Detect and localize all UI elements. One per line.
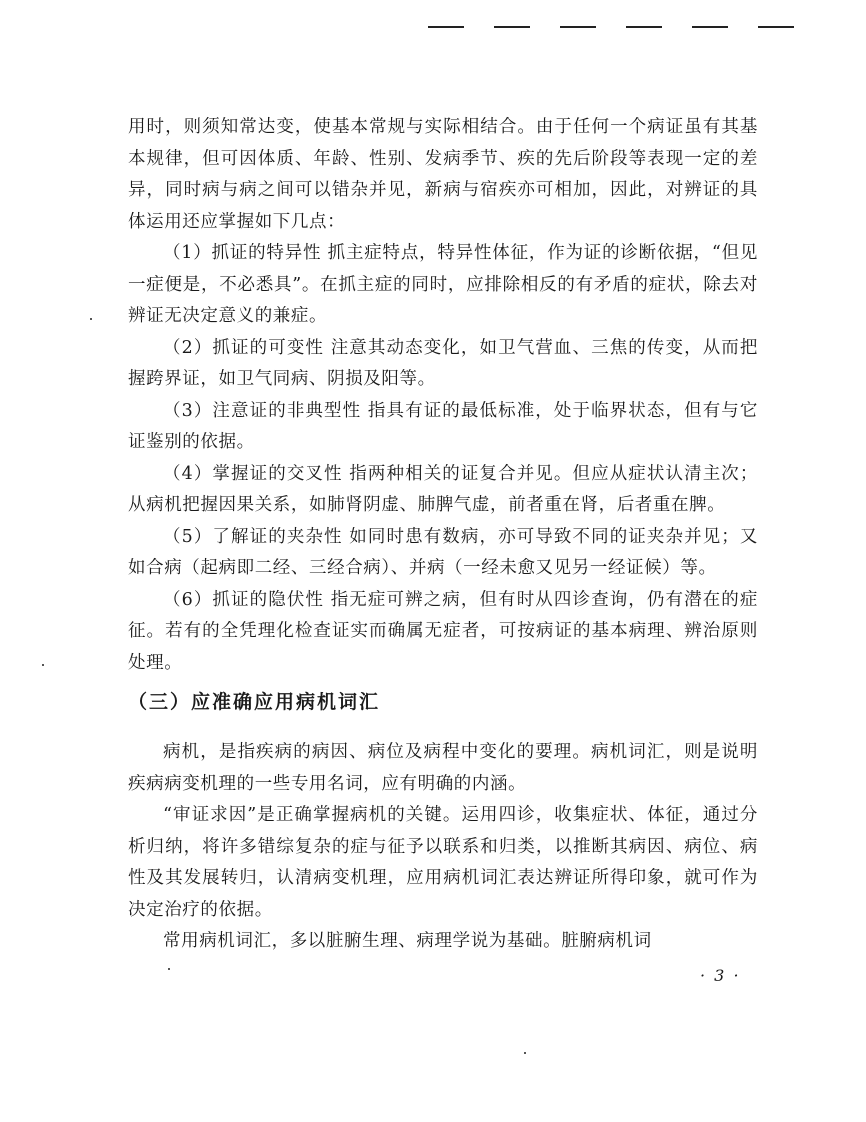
dash-mark (560, 26, 596, 28)
dash-mark (692, 26, 728, 28)
paragraph-point-5: （5）了解证的夹杂性 如同时患有数病，亦可导致不同的证夹杂并见；又如合病（起病即二经、三经合病）、并病（一经未愈又见另一经证候）等。 (128, 526, 758, 578)
paragraph-point-4: （4）掌握证的交叉性 指两种相关的证复合并见。但应从症状认清主次；从病机把握因果关系，如肺肾阴虚、肺脾气虚，前者重在肾，后者重在脾。 (128, 463, 758, 515)
scan-speck (168, 968, 170, 970)
page-number: · 3 · (700, 966, 741, 985)
dash-mark (494, 26, 530, 28)
scan-speck (90, 318, 92, 320)
paragraph-point-2: （2）抓证的可变性 注意其动态变化，如卫气营血、三焦的传变，从而把握跨界证，如卫气同病、阴损及阳等。 (128, 337, 758, 389)
paragraph-common-terms: 常用病机词汇，多以脏腑生理、病理学说为基础。脏腑病机词 (163, 931, 652, 951)
paragraph-pathogenesis-definition: 病机，是指疾病的病因、病位及病程中变化的要理。病机词汇，则是说明疾病病变机理的一些专用名词，应有明确的内涵。 (128, 742, 758, 794)
paragraph-pathogenesis-key: “审证求因”是正确掌握病机的关键。运用四诊，收集症状、体征，通过分析归纳，将许多错综复杂的症与征予以联系和归类，以推断其病因、病位、病性及其发展转归，认清病变机理，应用病机词汇表达辨证所得印象，就可作为决定治疗的依据。 (128, 805, 758, 920)
scan-speck (524, 1052, 526, 1054)
section-heading: （三）应准确应用病机词汇 (128, 691, 381, 713)
dash-mark (428, 26, 464, 28)
top-dash-line (428, 26, 828, 30)
paragraph-point-3: （3）注意证的非典型性 指具有证的最低标准，处于临界状态，但有与它证鉴别的依据。 (128, 400, 758, 452)
paragraph-intro: 用时，则须知常达变，使基本常规与实际相结合。由于任何一个病证虽有其基本规律，但可因体质、年龄、性别、发病季节、疾的先后阶段等表现一定的差异，同时病与病之间可以错杂并见，新病与宿疾亦可相加，因此，对辨证的具体运用还应掌握如下几点： (128, 117, 758, 232)
page-body (128, 112, 758, 958)
scan-speck (42, 664, 44, 666)
paragraph-point-1: （1）抓证的特异性 抓主症特点，特异性体征，作为证的诊断依据，“但见一症便是，不必悉具”。在抓主症的同时，应排除相反的有矛盾的症状，除去对辨证无决定意义的兼症。 (128, 243, 758, 326)
paragraph-point-6: （6）抓证的隐伏性 指无症可辨之病，但有时从四诊查询，仍有潜在的症征。若有的全凭理化检查证实而确属无症者，可按病证的基本病理、辨治原则处理。 (128, 589, 758, 673)
dash-mark (626, 26, 662, 28)
dash-mark (758, 26, 794, 28)
